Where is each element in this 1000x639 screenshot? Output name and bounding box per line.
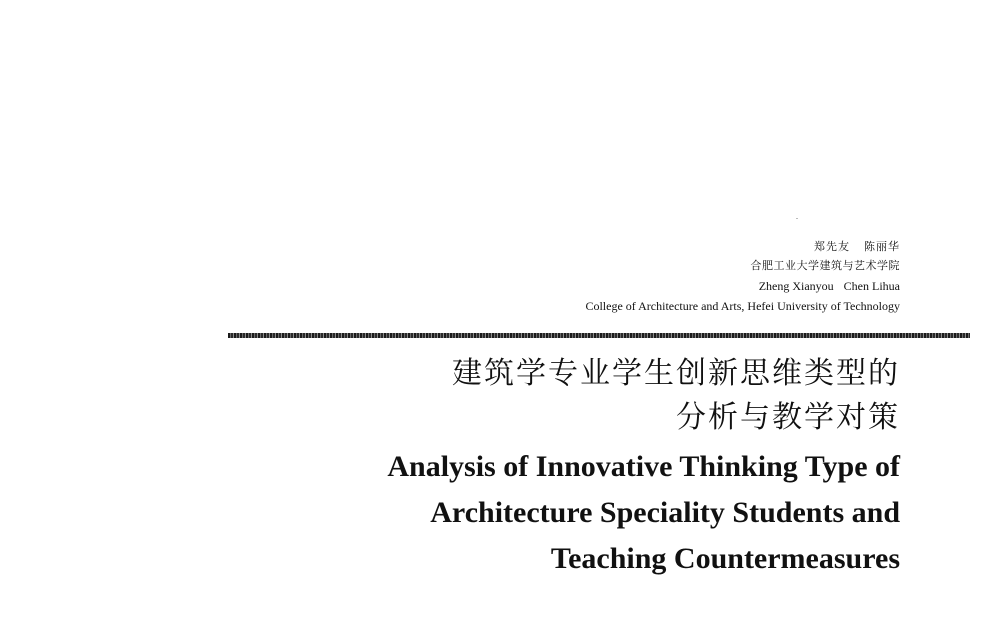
author-info	[585, 238, 900, 316]
title-cn-line-2: 分析与教学对策	[676, 400, 900, 435]
author-1-cn: 郑先友	[814, 240, 850, 253]
title-cn	[387, 352, 900, 440]
title-cn-line-1: 建筑学专业学生创新思维类型的	[452, 356, 900, 391]
author-names-en	[585, 276, 900, 296]
affiliation-cn: 合肥工业大学建筑与艺术学院	[750, 259, 900, 272]
header-divider	[228, 333, 970, 338]
title-en-line-1: Analysis of Innovative Thinking Type of	[387, 450, 900, 483]
affiliation-en: College of Architecture and Arts, Hefei University of Technology	[585, 299, 900, 313]
author-1-en: Zheng Xianyou	[758, 279, 834, 293]
scan-speck	[796, 218, 798, 219]
author-2-en: Chen Lihua	[843, 279, 900, 293]
title-en-line-2: Architecture Speciality Students and	[430, 496, 900, 529]
paper-title	[387, 352, 900, 582]
title-en-line-3: Teaching Countermeasures	[550, 542, 900, 575]
author-2-cn: 陈丽华	[864, 240, 900, 253]
author-names-cn	[585, 238, 900, 256]
title-en	[387, 444, 900, 582]
